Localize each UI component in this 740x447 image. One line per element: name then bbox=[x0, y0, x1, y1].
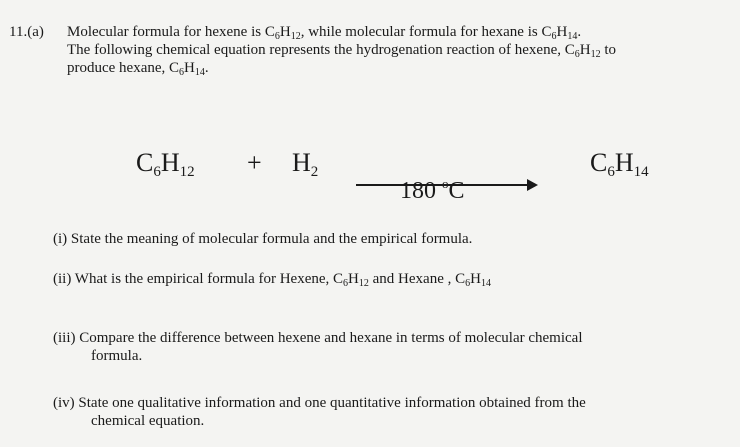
part-iv-line-1: (iv) State one qualitative information and one quantitative information obtained from the bbox=[53, 395, 586, 411]
part-ii: (ii) What is the empirical formula for Hexene, $C_6H_{12}$ and Hexane , $C_6H_{14}$ bbox=[53, 271, 491, 289]
part-iv-line-2: chemical equation. bbox=[91, 413, 205, 429]
reactant-hexene: $C_6H_{12}$ bbox=[136, 148, 195, 180]
reactant-hydrogen: $H_2$ bbox=[292, 148, 319, 180]
intro-line-2: The following chemical equation represents the hydrogenation reaction of hexene, $C_6H_{12}$ to bbox=[67, 42, 617, 60]
reaction-condition: 180 $^o$C bbox=[400, 176, 465, 204]
question-number: 11.(a) bbox=[9, 24, 44, 40]
part-i: (i) State the meaning of molecular formula and the empirical formula. bbox=[53, 231, 473, 247]
intro-line-3: produce hexane, $C_6H_{14}$. bbox=[67, 60, 209, 78]
plus-sign: + bbox=[247, 148, 262, 177]
part-iii-line-1: (iii) Compare the difference between hexene and hexane in terms of molecular chemical bbox=[53, 330, 583, 346]
part-iii-line-2: formula. bbox=[91, 348, 143, 364]
intro-line-1: Molecular formula for hexene is $C_6H_{12}$, while molecular formula for hexane is $C_6H_{14}$. bbox=[67, 24, 582, 42]
product-hexane: $C_6H_{14}$ bbox=[590, 148, 649, 180]
